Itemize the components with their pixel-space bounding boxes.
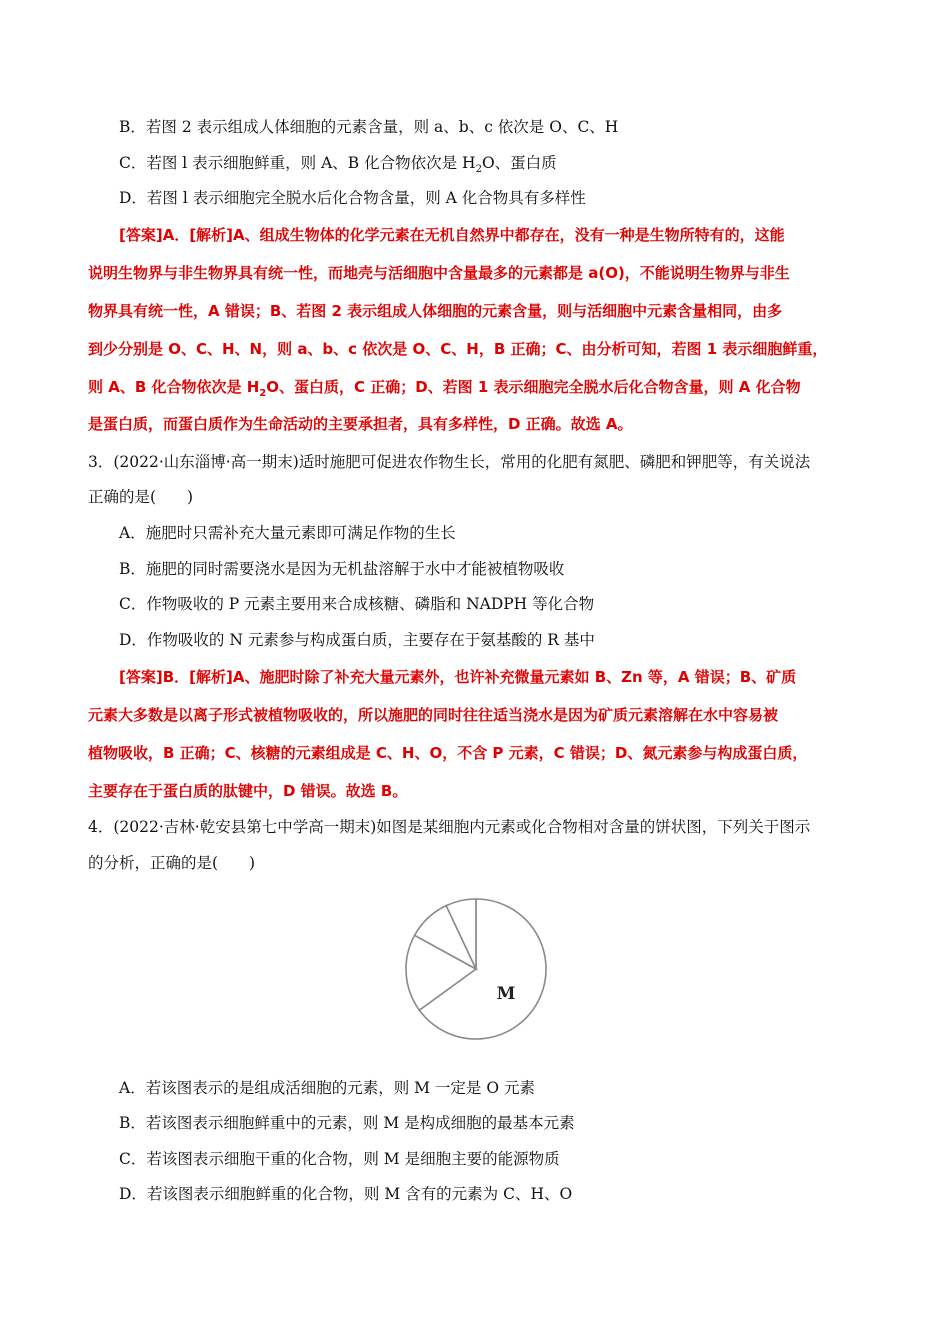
q3-option-b: B．施肥的同时需要浇水是因为无机盐溶解于水中才能被植物吸收 (119, 560, 565, 578)
q4-option-c: C．若该图表示细胞干重的化合物，则 M 是细胞主要的能源物质 (119, 1150, 560, 1168)
q2-answer-line-5 (88, 376, 801, 405)
q4-option-b: B．若该图表示细胞鲜重中的元素，则 M 是构成细胞的最基本元素 (119, 1114, 575, 1132)
q4-option-a: A．若该图表示的是组成活细胞的元素，则 M 一定是 O 元素 (119, 1079, 535, 1097)
q4-stem-line-1: 4．(2022·吉林·乾安县第七中学高一期末)如图是某细胞内元素或化合物相对含量的饼状图，下列关于图示 (88, 818, 811, 836)
q3-answer-line-3: 植物吸收，B 正确；C、核糖的元素组成是 C、H、O，不含 P 元素，C 错误；D、氮元素参与构成蛋白质， (88, 744, 808, 762)
q2-option-d: D．若图 l 表示细胞完全脱水后化合物含量，则 A 化合物具有多样性 (119, 189, 586, 207)
q3-answer-line-2: 元素大多数是以离子形式被植物吸收的，所以施肥的同时往往适当浇水是因为矿质元素溶解在水中容易被 (88, 706, 779, 724)
q4-stem-line-2: 的分析，正确的是( ) (88, 854, 256, 872)
q2-option-c-post: O、蛋白质 (481, 154, 557, 172)
pie-label-m: M (496, 984, 516, 1004)
q2-answer-line-5-post: O、蛋白质，C 正确；D、若图 1 表示细胞完全脱水后化合物含量，则 A 化合物 (266, 378, 801, 396)
pie-chart (400, 893, 552, 1045)
q3-option-c: C．作物吸收的 P 元素主要用来合成核糖、磷脂和 NADPH 等化合物 (119, 595, 595, 613)
q2-answer-line-4: 到少分别是 O、C、H、N，则 a、b、c 依次是 O、C、H，B 正确；C、由分析可知，若图 1 表示细胞鲜重， (88, 340, 828, 358)
q2-option-c (119, 152, 557, 181)
q3-option-d: D．作物吸收的 N 元素参与构成蛋白质，主要存在于氨基酸的 R 基中 (119, 631, 595, 649)
q3-option-a: A．施肥时只需补充大量元素即可满足作物的生长 (119, 524, 456, 542)
q2-answer-line-5-pre: 则 A、B 化合物依次是 H (88, 378, 260, 396)
q4-option-d: D．若该图表示细胞鲜重的化合物，则 M 含有的元素为 C、H、O (119, 1185, 573, 1203)
q2-option-b: B．若图 2 表示组成人体细胞的元素含量，则 a、b、c 依次是 O、C、H (119, 118, 619, 136)
q3-answer-line-4: 主要存在于蛋白质的肽键中，D 错误。故选 B。 (88, 782, 408, 800)
q3-answer-line-1: [答案]B．[解析]A、施肥时除了补充大量元素外，也许补充微量元素如 B、Zn 等，A 错误；B、矿质 (119, 668, 797, 686)
q2-option-c-pre: C．若图 l 表示细胞鲜重，则 A、B 化合物依次是 H (119, 154, 476, 172)
q3-stem-line-2: 正确的是( ) (88, 488, 194, 506)
q2-answer-line-6: 是蛋白质，而蛋白质作为生命活动的主要承担者，具有多样性，D 正确。故选 A。 (88, 415, 633, 433)
q2-answer-line-3: 物界具有统一性，A 错误；B、若图 2 表示组成人体细胞的元素含量，则与活细胞中元素含量相同，由多 (88, 302, 783, 320)
q2-answer-line-1: [答案]A．[解析]A、组成生物体的化学元素在无机自然界中都存在，没有一种是生物所特有的，这能 (119, 226, 785, 244)
q2-answer-line-2: 说明生物界与非生物界具有统一性，而地壳与活细胞中含量最多的元素都是 a(O)，不能说明生物界与非生 (88, 264, 790, 282)
q3-stem-line-1: 3．(2022·山东淄博·高一期末)适时施肥可促进农作物生长，常用的化肥有氮肥、磷肥和钾肥等，有关说法 (88, 453, 811, 471)
q2-option-c-sub: 2 (475, 164, 482, 176)
q2-answer-line-5-sub: 2 (259, 388, 267, 399)
